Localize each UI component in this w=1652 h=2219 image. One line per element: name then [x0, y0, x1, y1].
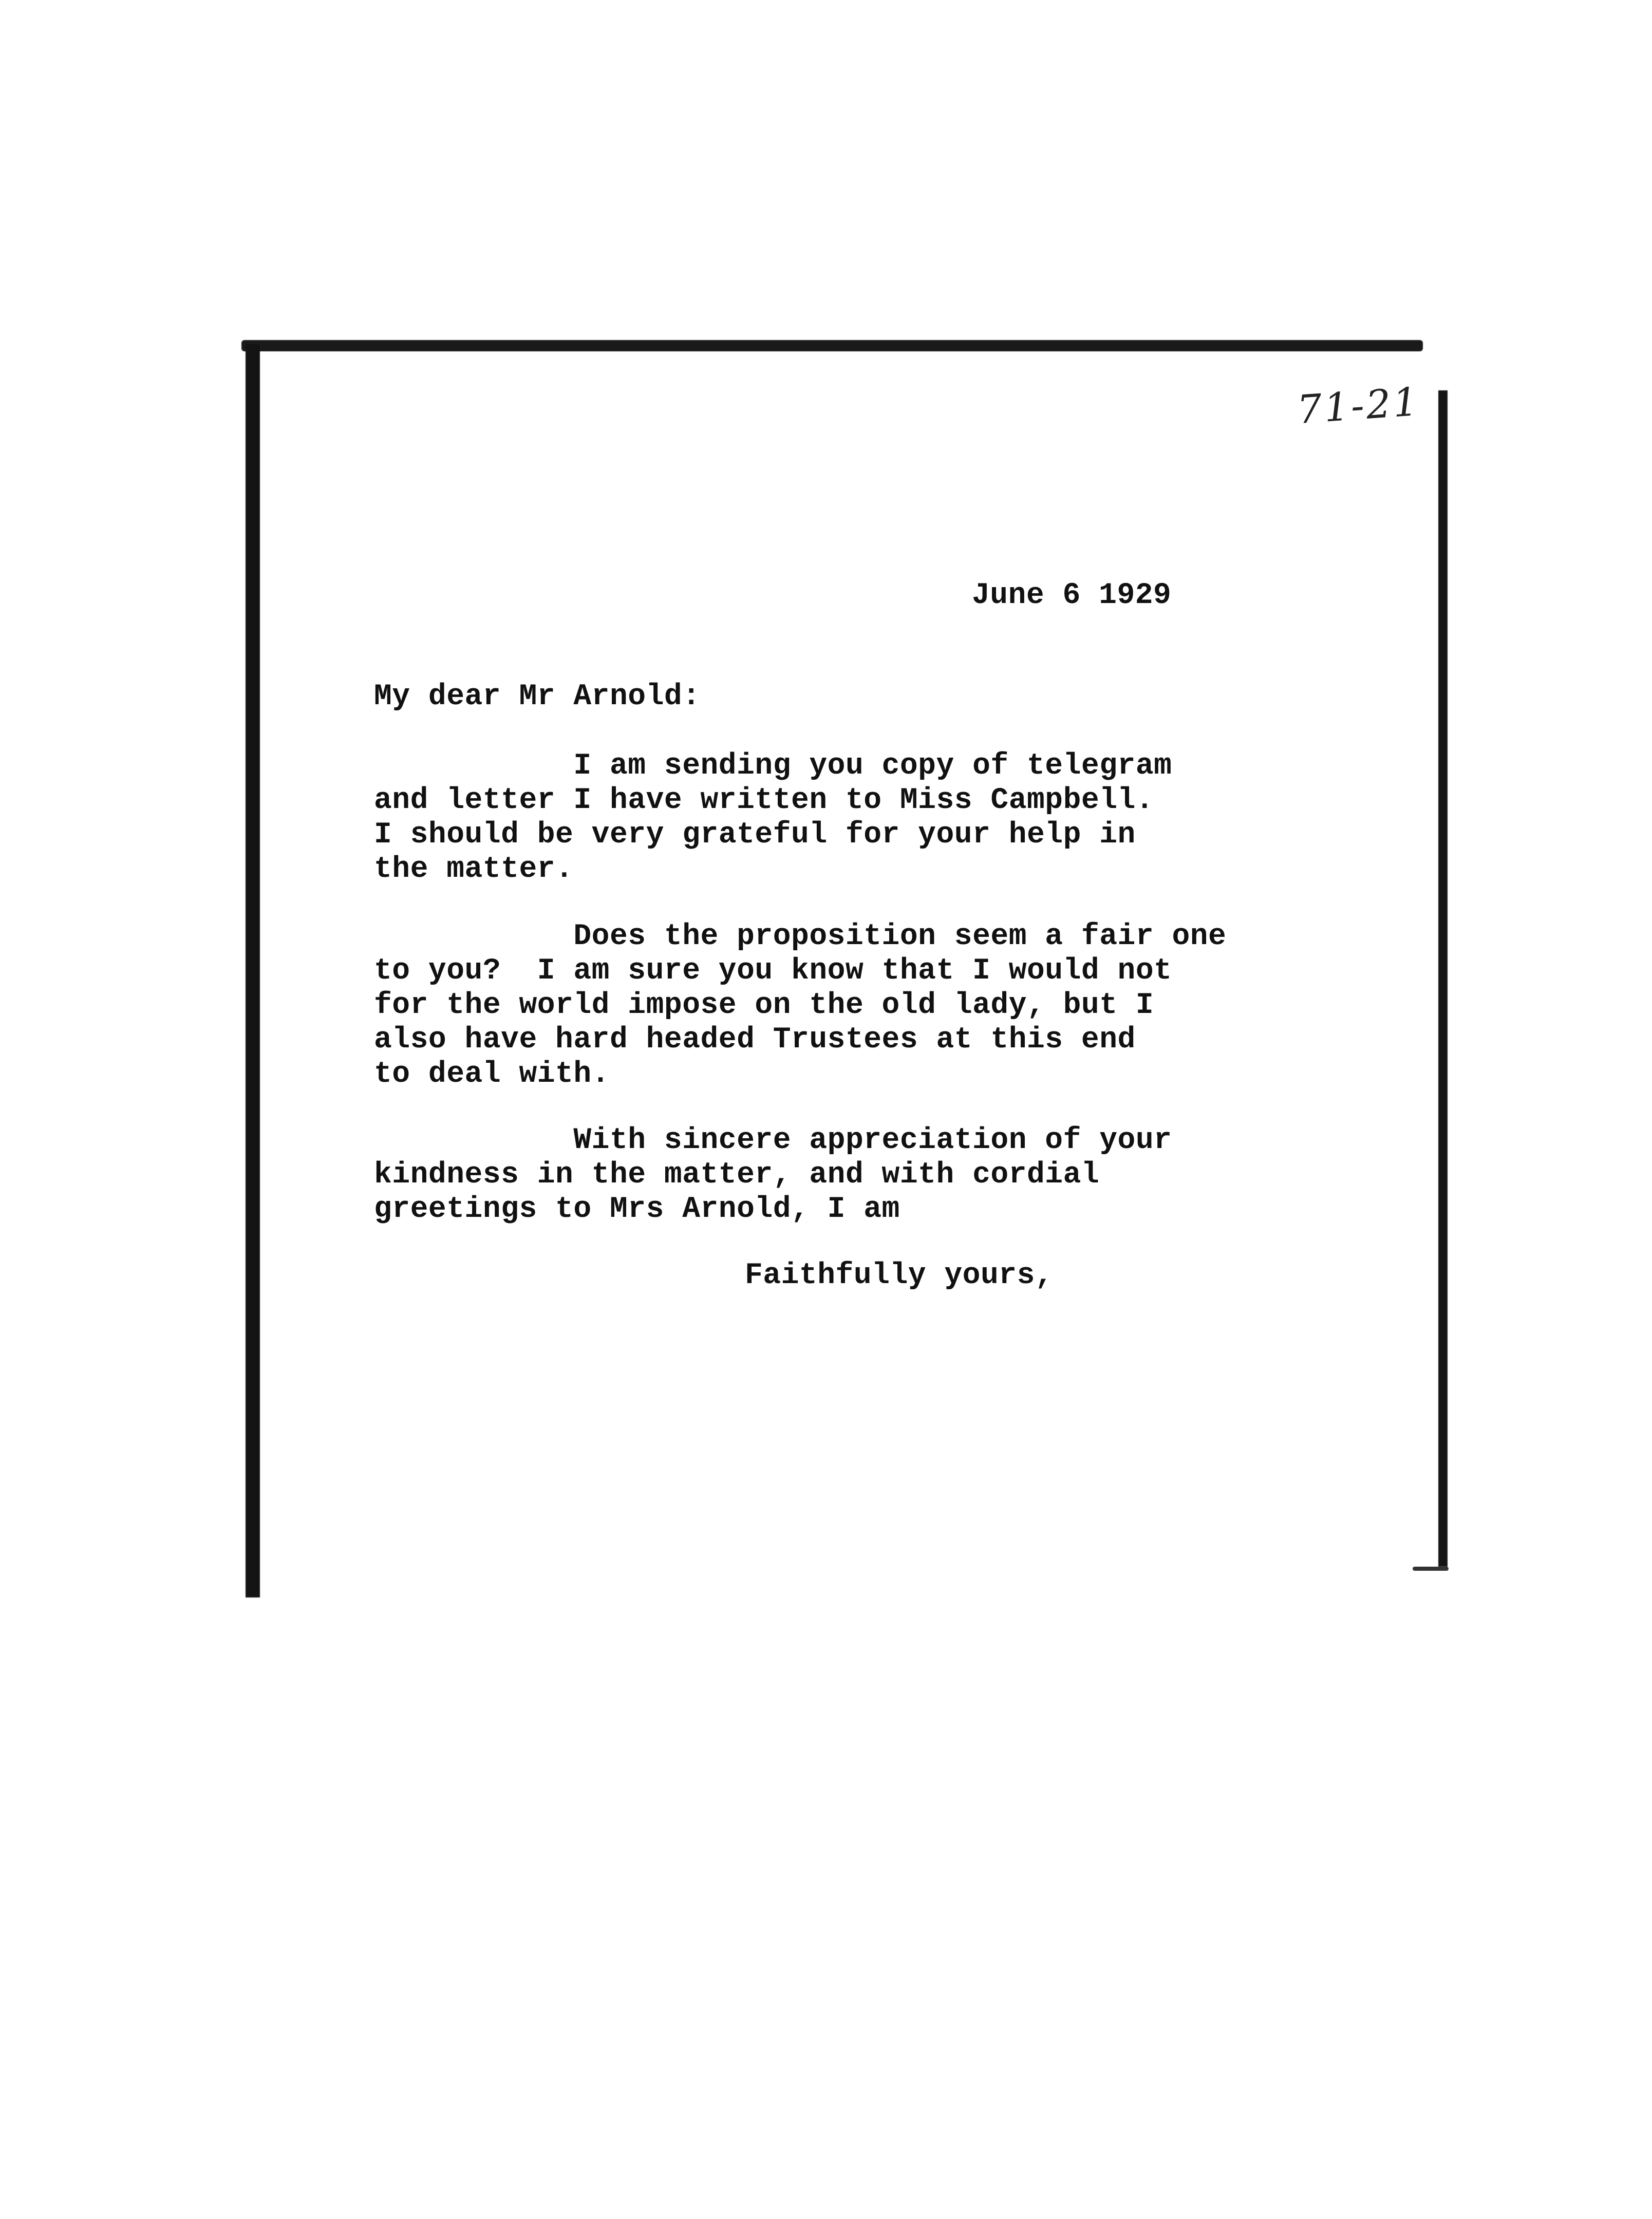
handwritten-reference-number: 71-21 [1296, 378, 1421, 433]
letter-paragraph-1: I am sending you copy of telegram and letter I have written to Miss Campbell. I should be very grateful for your help in the matter. [374, 749, 1172, 886]
letter-paragraph-3: With sincere appreciation of your kindness in the matter, and with cordial greetings to Mrs Arnold, I am [374, 1124, 1172, 1226]
scan-border-top [241, 340, 1423, 351]
letter-salutation: My dear Mr Arnold: [374, 680, 701, 713]
scan-border-corner [1413, 1567, 1449, 1571]
scan-border-left [246, 344, 260, 1597]
letter-date: June 6 1929 [972, 579, 1172, 612]
letter-paragraph-2: Does the proposition seem a fair one to you? I am sure you know that I would not for the world impose on the old lady, but I also have hard headed Trustees at this end to deal with. [374, 920, 1227, 1091]
scan-border-right [1438, 390, 1448, 1567]
letter-closing: Faithfully yours, [745, 1259, 1054, 1292]
